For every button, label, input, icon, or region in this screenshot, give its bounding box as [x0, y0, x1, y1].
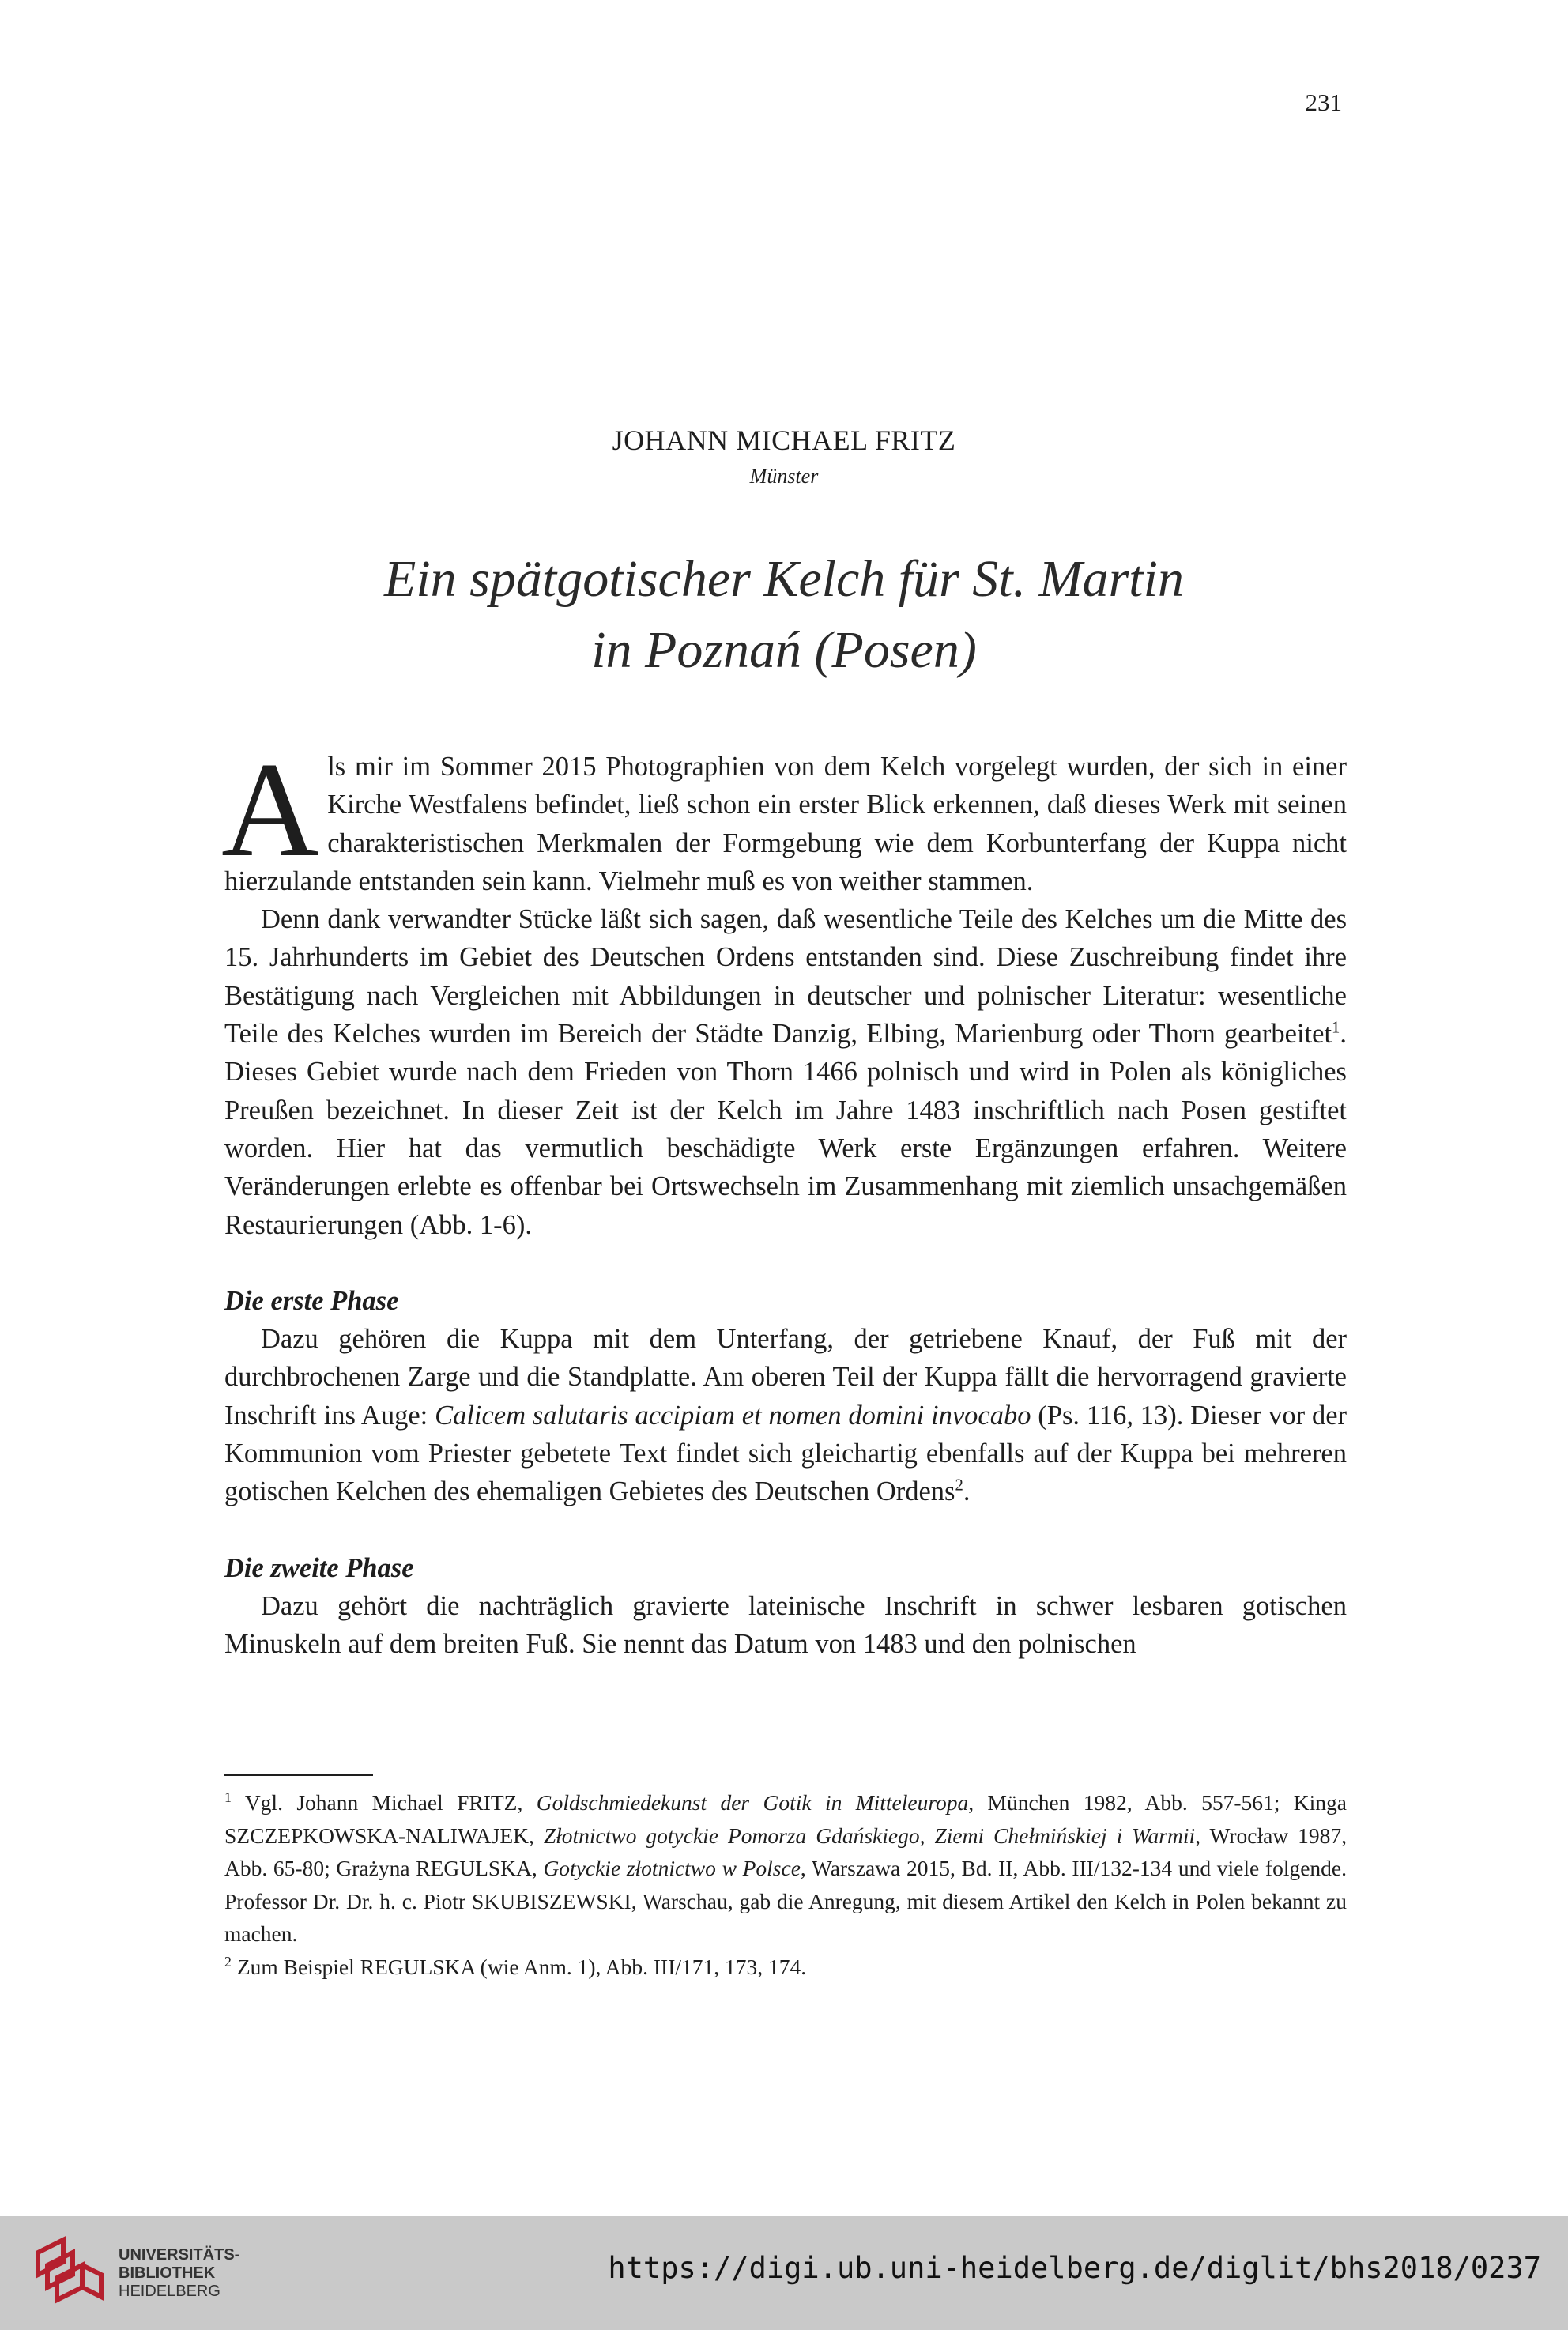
- library-name: [119, 2246, 239, 2301]
- footnote-ref-2[interactable]: 2: [955, 1476, 963, 1495]
- footnote-text: Zum Beispiel REGULSKA (wie Anm. 1), Abb. III/171, 173, 174.: [231, 1954, 807, 1979]
- document-url-link[interactable]: https://digi.ub.uni-heidelberg.de/diglit/bhs2018/0237: [608, 2251, 1541, 2285]
- library-name-line: HEIDELBERG: [119, 2283, 220, 2300]
- footnote-book-title: Gotyckie złotnictwo w Polsce: [543, 1856, 801, 1880]
- author-affiliation: Münster: [749, 465, 819, 488]
- library-name-line: BIBLIOTHEK: [119, 2264, 216, 2282]
- paragraph-second-phase: Dazu gehört die nachträglich gravierte lateinische Inschrift in schwer lesbaren gotischen Minuskeln auf dem breiten Fuß. Sie nennt das Datum von 1483 und den polnischen: [224, 1590, 1347, 1660]
- paragraph-text: Dazu gehören die Kuppa mit dem Unterfang, der getriebene Knauf, der Fuß mit der durchbrochenen Zarge und die Standplatte. Am oberen Teil der Kuppa fällt die hervorragend gravierte Inschrift ins Auge:: [224, 1324, 1347, 1431]
- paragraph-first-phase: [224, 1320, 1347, 1510]
- library-name-line: UNIVERSITÄTS-: [119, 2246, 240, 2264]
- footnote-ref-1[interactable]: 1: [1332, 1019, 1340, 1037]
- footnote-book-title: Złotnictwo gotyckie Pomorza Gdańskiego, Ziemi Chełmińskiej i Warmii: [543, 1823, 1196, 1848]
- paragraph-text: . Dieses Gebiet wurde nach dem Frieden von Thorn 1466 polnisch und wird in Polen als königliches Preußen bezeichnet. In dieser Zeit ist der Kelch im Jahre 1483 inschriftlich nach Posen gestiftet worden. Hier hat das vermutlich beschädigte Werk erste Ergänzungen erfahren. Weitere Veränderungen erlebte es offenbar bei Ortswechseln im Zusammenhang mit ziemlich unsachgemäßen Restaurierungen (Abb. 1-6).: [224, 1019, 1347, 1240]
- drop-cap: A: [221, 735, 320, 885]
- page-number: 231: [1305, 89, 1342, 116]
- library-footer-bar: [0, 2216, 1568, 2330]
- author-name: JOHANN MICHAEL FRITZ: [612, 424, 956, 456]
- paragraph-intro-text: ls mir im Sommer 2015 Photographien von dem Kelch vorgelegt wurden, der sich in einer Kirche Westfalens befindet, ließ schon ein erster Blick erkennen, daß dieses Werk mit seinen charakteristischen Merkmalen der Formgebung wie dem Korbunterfang der Kuppa nicht hierzulande entstanden sein kann. Vielmehr muß es von weither stammen.: [224, 752, 1347, 896]
- paragraph-text: .: [963, 1476, 971, 1507]
- footnote-2: [224, 1951, 1347, 1984]
- library-logo-icon[interactable]: [33, 2235, 106, 2308]
- paragraph-text: Denn dank verwandter Stücke läßt sich sagen, daß wesentliche Teile des Kelches um die Mitte des 15. Jahrhunderts im Gebiet des Deutschen Ordens entstanden sind. Diese Zuschreibung findet ihre Bestätigung nach Vergleichen mit Abbildungen in deutscher und polnischer Literatur: wesentliche Teile des Kelches wurden im Bereich der Städte Danzig, Elbing, Marienburg oder Thorn gearbeitet: [224, 904, 1347, 1050]
- footnote-number: 1: [224, 1789, 232, 1805]
- footnote-text: , München 1982, Abb. 557-561; Kinga SZCZEPKOWSKA-NALIWAJEK,: [224, 1790, 1348, 1848]
- footnote-1: [224, 1786, 1347, 1951]
- paragraph-intro: [221, 735, 1347, 900]
- footnote-book-title: Goldschmiedekunst der Gotik in Mitteleuropa: [536, 1790, 969, 1815]
- footnote-text: , Warszawa 2015, Bd. II, Abb. III/132-134 und viele folgende. Professor Dr. Dr. h. c. Piotr SKUBISZEWSKI, Warschau, gab die Anregung, mit diesem Artikel den Kelch in Polen bekannt zu machen.: [224, 1856, 1347, 1946]
- section-heading-second-phase: Die zweite Phase: [224, 1552, 414, 1583]
- footnote-divider: [224, 1774, 373, 1776]
- footnote-text: , Wrocław 1987, Abb. 65-80; Grażyna REGULSKA,: [224, 1823, 1347, 1880]
- footnote-number: 2: [224, 1953, 232, 1970]
- footnote-text: Vgl. Johann Michael FRITZ,: [231, 1790, 537, 1815]
- title-line-1: Ein spätgotischer Kelch für St. Martin: [384, 550, 1184, 608]
- article-body: [221, 735, 1347, 1664]
- article-title: [0, 544, 1568, 686]
- latin-inscription: Calicem salutaris accipiam et nomen domini invocabo: [435, 1400, 1031, 1431]
- paragraph-attribution: [224, 900, 1347, 1244]
- footnotes: [224, 1786, 1347, 1983]
- title-line-2: in Poznań (Posen): [591, 621, 977, 679]
- paragraph-text: (Ps. 116, 13). Dieser vor der Kommunion vom Priester gebetete Text findet sich gleichartig ebenfalls auf der Kuppa bei mehreren gotischen Kelchen des ehemaligen Gebietes des Deutschen Ordens: [224, 1400, 1347, 1507]
- section-heading-first-phase: Die erste Phase: [224, 1285, 399, 1316]
